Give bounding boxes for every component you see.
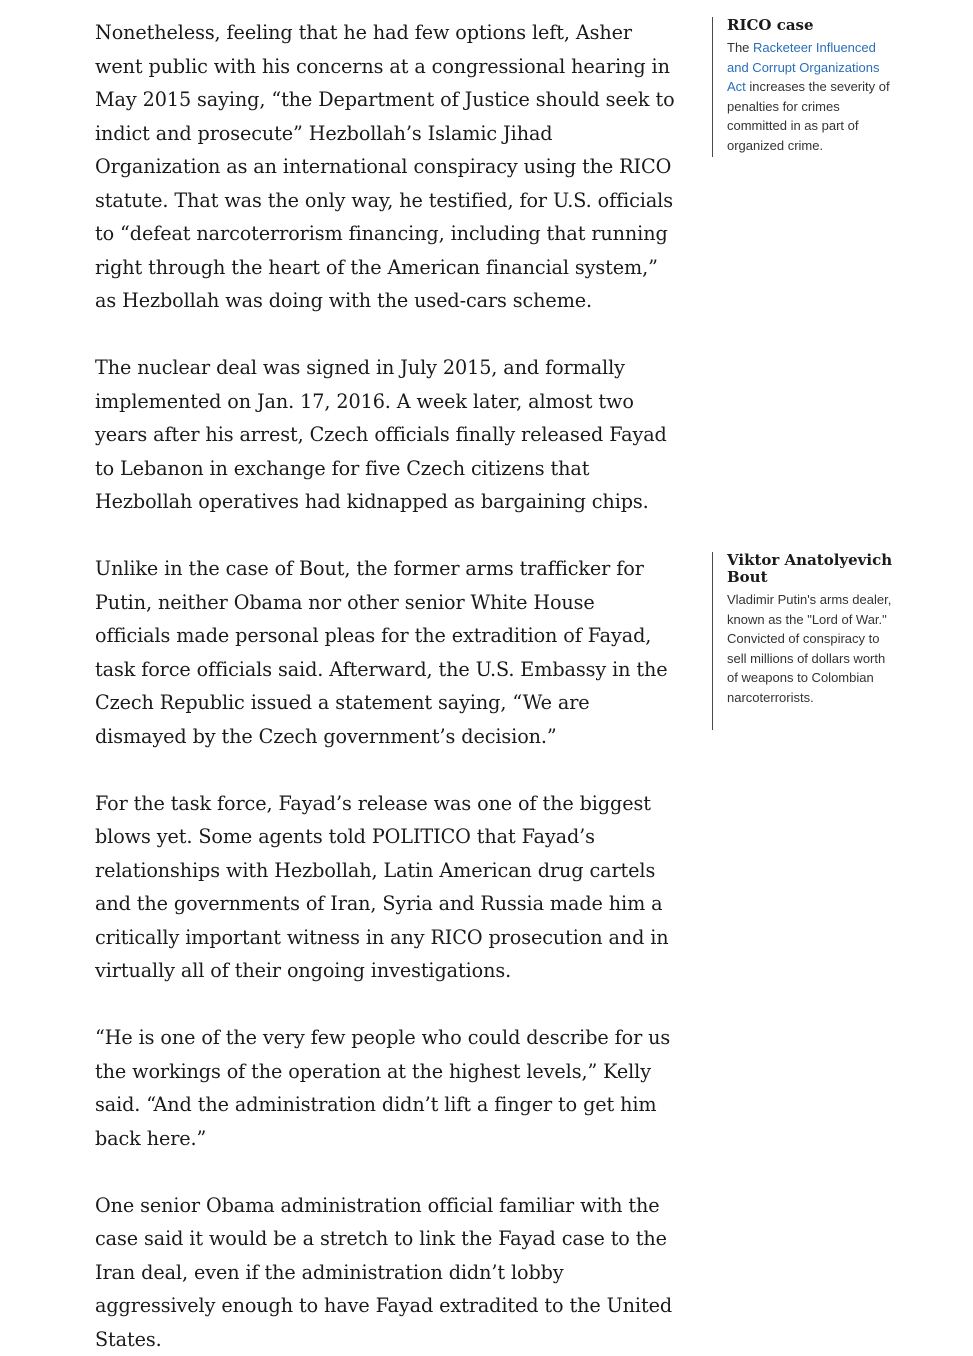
- article-paragraph: “He is one of the very few people who could describe for us the workings of the operation at the highest levels,” Kelly said. “And the administration didn’t lift a finger to get him back here.”: [95, 1021, 675, 1155]
- sidenote-text: [727, 38, 897, 156]
- sidenote-rico-case: [712, 17, 897, 157]
- sidenote-title: RICO case: [727, 17, 897, 34]
- article-paragraph: For the task force, Fayad’s release was one of the biggest blows yet. Some agents told POLITICO that Fayad’s relationships with Hezbollah, Latin American drug cartels and the governments of Iran, Syria and Russia made him a critically important witness in any RICO prosecution and in virtually all of their ongoing investigations.: [95, 787, 675, 988]
- article-paragraph: Unlike in the case of Bout, the former arms trafficker for Putin, neither Obama nor other senior White House officials made personal pleas for the extradition of Fayad, task force officials said. Afterward, the U.S. Embassy in the Czech Republic issued a statement saying, “We are dismayed by the Czech government’s decision.”: [95, 552, 675, 753]
- article-paragraph: Nonetheless, feeling that he had few options left, Asher went public with his concerns at a congressional hearing in May 2015 saying, “the Department of Justice should seek to indict and prosecute” Hezbollah’s Islamic Jihad Organization as an international conspiracy using the RICO statute. That was the only way, he testified, for U.S. officials to “defeat narcoterrorism financing, including that running right through the heart of the American financial system,” as Hezbollah was doing with the used-cars scheme.: [95, 16, 675, 318]
- article-paragraph: The nuclear deal was signed in July 2015, and formally implemented on Jan. 17, 2016. A week later, almost two years after his arrest, Czech officials finally released Fayad to Lebanon in exchange for five Czech citizens that Hezbollah operatives had kidnapped as bargaining chips.: [95, 351, 675, 519]
- article-paragraph: One senior Obama administration official familiar with the case said it would be a stretch to link the Fayad case to the Iran deal, even if the administration didn’t lobby aggressively enough to have Fayad extradited to the United States.: [95, 1189, 675, 1356]
- rico-act-link[interactable]: Racketeer Influenced and Corrupt Organizations Act: [727, 40, 879, 94]
- sidenote-text-after: increases the severity of penalties for crimes committed in as part of organized crime.: [727, 79, 890, 153]
- article-body: [95, 16, 675, 1356]
- sidenote-viktor-bout: [712, 552, 897, 730]
- sidenote-text-before: The: [727, 40, 753, 55]
- sidenote-text: Vladimir Putin's arms dealer, known as the "Lord of War." Convicted of conspiracy to sell millions of dollars worth of weapons to Colombian narcoterrorists.: [727, 590, 897, 708]
- sidenote-title: Viktor Anatolyevich Bout: [727, 552, 897, 586]
